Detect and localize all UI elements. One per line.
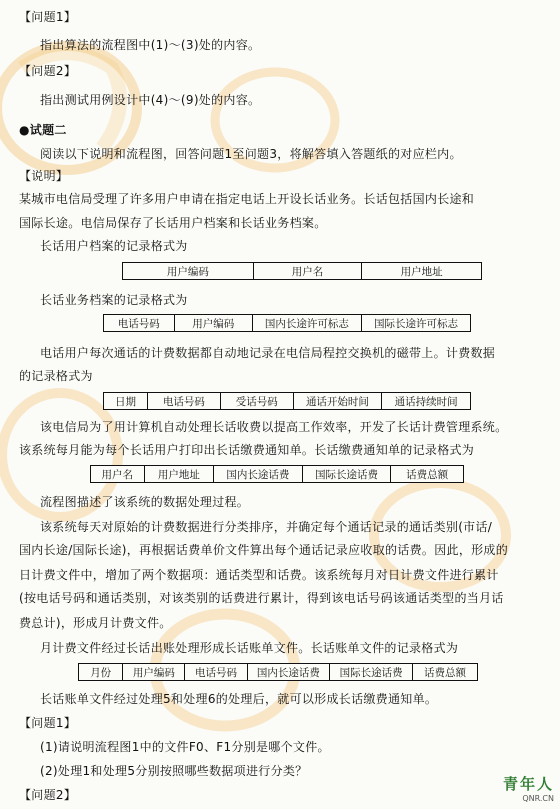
- field-cell: 用户名: [254, 263, 363, 279]
- paragraph-line: 长话账单文件经过处理5和处理6的处理后，就可以形成长话缴费通知单。: [40, 692, 438, 706]
- logo-text: 青年人: [502, 775, 554, 793]
- paragraph-line: 流程图描述了该系统的数据处理过程。: [40, 495, 250, 509]
- field-cell: 国内长途话费: [248, 664, 331, 680]
- record-format-service: [103, 314, 471, 332]
- paragraph-line: 该系统每月能为每个长话用户打印出长话缴费通知单。长话缴费通知单的记录格式为: [19, 443, 475, 457]
- paragraph-line: 该电信局为了用计算机自动处理长话收费以提高工作效率，开发了长话计费管理系统。: [40, 420, 508, 434]
- field-cell: 通话持续时间: [394, 395, 458, 408]
- paragraph-line: 的记录格式为: [19, 369, 93, 383]
- section-heading: 【问题2】: [19, 788, 77, 802]
- record-format-user: [122, 262, 482, 280]
- paragraph-line: 指出算法的流程图中(1)～(3)处的内容。: [40, 38, 261, 52]
- record-format-billing: [103, 392, 471, 410]
- paragraph-line: (1)请说明流程图1中的文件F0、F1分别是哪个文件。: [40, 740, 330, 754]
- field-cell: 话费总额: [406, 468, 449, 481]
- logo-subtext: QNR.CN: [522, 794, 554, 803]
- field-cell: 用户地址: [145, 466, 215, 482]
- paragraph-line: 长话业务档案的记录格式为: [40, 293, 188, 307]
- record-format-notice: [90, 465, 464, 483]
- paragraph-line: 该系统每天对原始的计费数据进行分类排序，并确定每个通话记录的通话类别(市话/: [40, 520, 493, 534]
- record-format-bill: [78, 663, 478, 681]
- paragraph-line: 费总计)，形成月计费文件。: [19, 616, 172, 630]
- section-heading: 【问题1】: [19, 716, 77, 730]
- field-cell: 通话开始时间: [294, 393, 383, 409]
- section-heading: 【说明】: [19, 169, 69, 183]
- paragraph-line: (按电话号码和通话类别，对该类别的话费进行累计，得到该电话号码该通话类型的当月话: [19, 591, 504, 605]
- field-cell: 用户地址: [400, 265, 443, 278]
- field-cell: 话费总额: [424, 666, 466, 679]
- watermark-logo: [200, 60, 350, 180]
- exam-question-title: ●试题二: [19, 123, 67, 137]
- field-cell: 电话号码: [104, 315, 175, 331]
- field-cell: 月份: [79, 664, 123, 680]
- paragraph-line: 月计费文件经过长话出账处理形成长话账单文件。长话账单文件的记录格式为: [40, 641, 459, 655]
- paragraph-line: 阅读以下说明和流程图，回答问题1至问题3，将解答填入答题纸的对应栏内。: [40, 147, 462, 161]
- field-cell: 用户编码: [123, 664, 185, 680]
- field-cell: 电话号码: [148, 393, 221, 409]
- paragraph-line: 长话用户档案的记录格式为: [40, 239, 188, 253]
- field-cell: 用户编码: [175, 315, 253, 331]
- paragraph-line: (2)处理1和处理5分别按照哪些数据项进行分类？: [40, 764, 308, 778]
- field-cell: 用户编码: [123, 263, 254, 279]
- paragraph-line: 某城市电信局受理了许多用户申请在指定电话上开设长话业务。长话包括国内长途和: [19, 192, 475, 206]
- field-cell: 电话号码: [185, 664, 247, 680]
- field-cell: 国内长途话费: [214, 466, 303, 482]
- paragraph-line: 国内长途/国际长途)，再根据话费单价文件算出每个通话记录应收取的话费。因此，形成的: [19, 543, 509, 557]
- paragraph-line: 国际长途。电信局保存了长话用户档案和长话业务档案。: [19, 216, 327, 230]
- field-cell: 日期: [104, 393, 148, 409]
- field-cell: 国内长途许可标志: [253, 315, 362, 331]
- paragraph-line: 日计费文件中，增加了两个数据项：通话类型和话费。该系统每月对日计费文件进行累计: [19, 568, 499, 582]
- field-cell: 国际长途话费: [303, 466, 392, 482]
- section-heading: 【问题2】: [19, 64, 77, 78]
- field-cell: 受话号码: [221, 393, 294, 409]
- section-heading: 【问题1】: [19, 10, 77, 24]
- field-cell: 国际长途许可标志: [373, 317, 458, 330]
- paragraph-line: 指出测试用例设计中(4)～(9)处的内容。: [40, 93, 261, 107]
- paragraph-line: 电话用户每次通话的计费数据都自动地记录在电信局程控交换机的磁带上。计费数据: [40, 346, 496, 360]
- site-logo: [503, 773, 554, 803]
- field-cell: 用户名: [91, 466, 145, 482]
- field-cell: 国际长途话费: [330, 664, 413, 680]
